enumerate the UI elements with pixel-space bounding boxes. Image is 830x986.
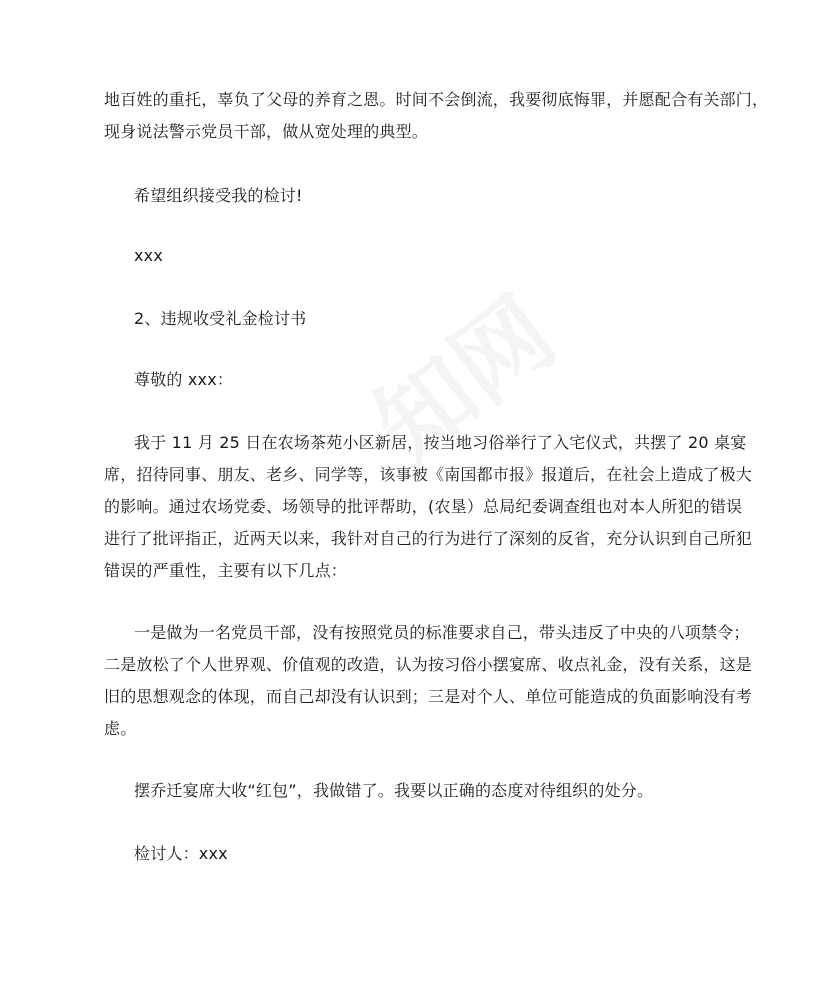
- section-heading: 2、违规收受礼金检讨书: [134, 309, 307, 328]
- paragraph-line: 现身说法警示党员干部，做从宽处理的典型。: [104, 122, 429, 141]
- signature-line: 检讨人：xxx: [134, 844, 228, 863]
- paragraph-line: 希望组织接受我的检讨!: [134, 186, 303, 205]
- paragraph-line: 的影响。通过农场党委、场领导的批评帮助，(农垦）总局纪委调查组也对本人所犯的错误: [104, 497, 743, 516]
- paragraph-line: 错误的严重性，主要有以下几点：: [104, 561, 348, 580]
- paragraph-line: 一是做为一名党员干部，没有按照党员的标准要求自己，带头违反了中央的八项禁令；: [134, 623, 750, 642]
- paragraph-line: 席，招待同事、朋友、老乡、同学等，该事被《南国都市报》报道后，在社会上造成了极大: [104, 465, 753, 484]
- signature-text: xxx: [134, 246, 164, 265]
- paragraph-line: 进行了批评指正，近两天以来，我针对自己的行为进行了深刻的反省，充分认识到自己所犯: [104, 529, 753, 548]
- paragraph-line: 虑。: [104, 719, 137, 738]
- paragraph-line: 旧的思想观念的体现，而自己却没有认识到；三是对个人、单位可能造成的负面影响没有考: [104, 687, 753, 706]
- paragraph-line: 我于 11 月 25 日在农场茶苑小区新居，按当地习俗举行了入宅仪式，共摆了 20 桌宴: [134, 433, 747, 452]
- paragraph-line: 地百姓的重托，辜负了父母的养育之恩。时间不会倒流，我要彻底悔罪，并愿配合有关部门，: [104, 90, 769, 109]
- paragraph-line: 二是放松了个人世界观、价值观的改造，认为按习俗小摆宴席、收点礼金，没有关系，这是: [104, 655, 753, 674]
- paragraph-line: 摆乔迁宴席大收“红包”，我做错了。我要以正确的态度对待组织的处分。: [134, 781, 654, 800]
- salutation: 尊敬的 xxx：: [134, 370, 234, 389]
